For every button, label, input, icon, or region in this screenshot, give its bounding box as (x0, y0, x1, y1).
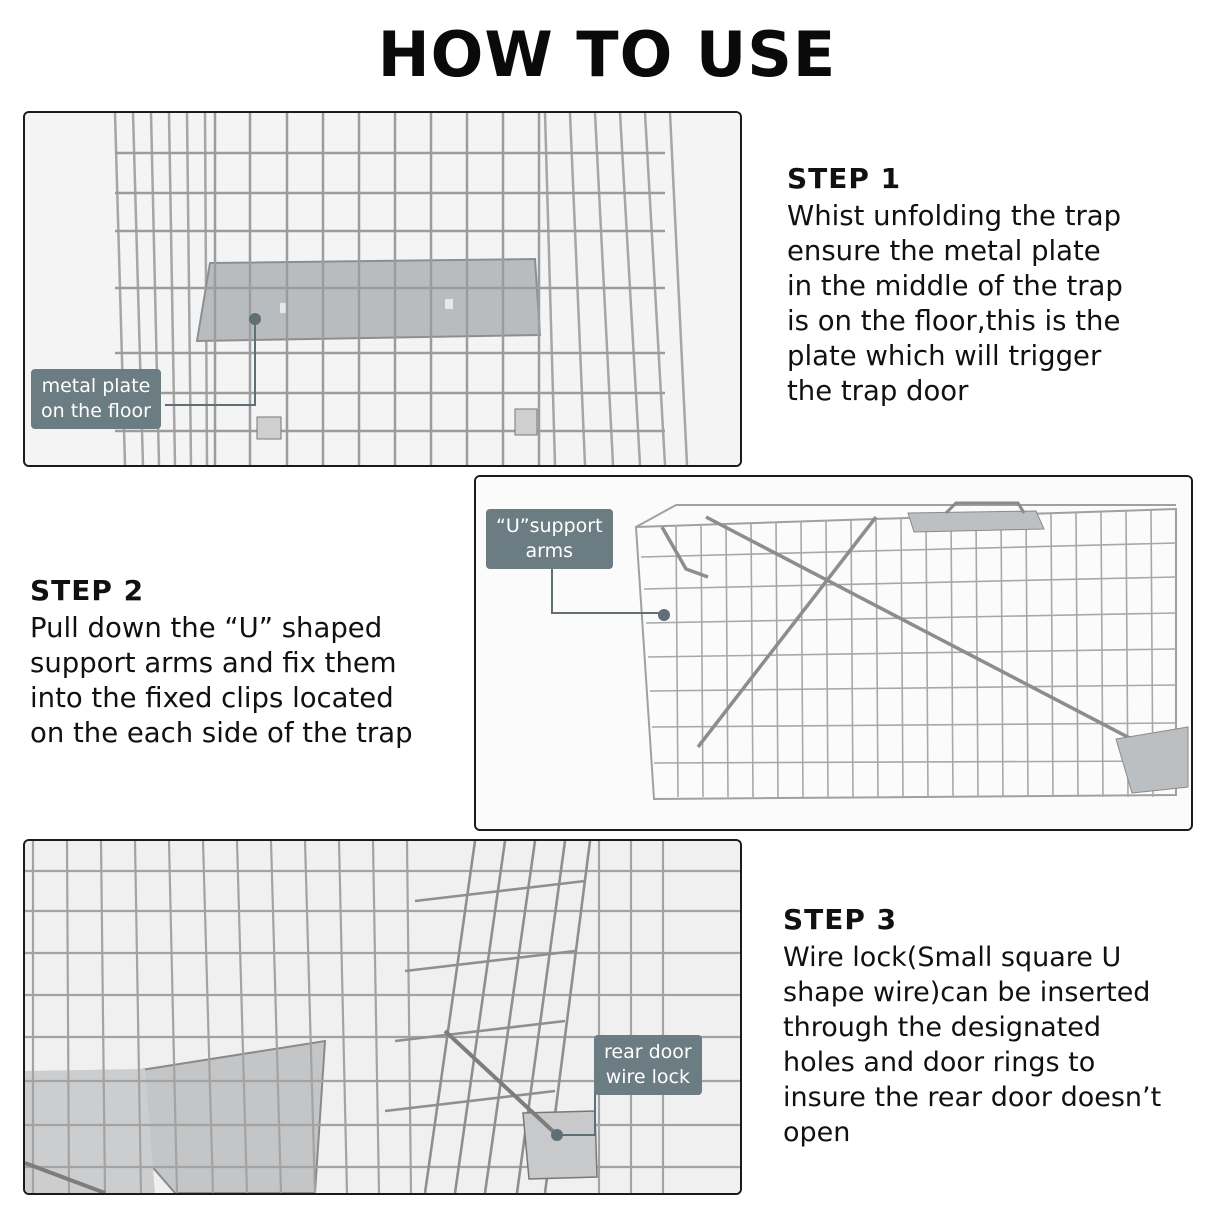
step-3-instructions (783, 903, 1161, 1150)
page-title: HOW TO USE (377, 18, 837, 91)
step-line: ensure the metal plate (787, 235, 1101, 267)
step-3-photo (23, 839, 742, 1195)
step-line: shape wire)can be inserted (783, 977, 1151, 1008)
step-line: insure the rear door doesn’t (783, 1082, 1162, 1113)
metal-plate-callout (31, 369, 161, 429)
support-arms-callout (486, 509, 613, 569)
step-line: support arms and fix them (30, 647, 397, 679)
step-line: Pull down the “U” shaped (30, 612, 383, 644)
step-line: holes and door rings to (783, 1047, 1096, 1078)
step-line: open (783, 1117, 851, 1148)
step-1-heading: STEP 1 (787, 162, 902, 195)
step-2-heading: STEP 2 (30, 574, 145, 607)
step-line: into the fixed clips located (30, 682, 394, 714)
step-line: through the designated (783, 1012, 1102, 1043)
callout-line: arms (525, 540, 574, 562)
step-line: Wire lock(Small square U (783, 942, 1122, 973)
trap-rear-door-illustration (25, 841, 740, 1193)
step-line: the trap door (787, 375, 969, 407)
step-line: Whist unfolding the trap (787, 200, 1122, 232)
callout-line: “U”support (496, 515, 603, 537)
callout-line: metal plate (41, 375, 151, 397)
step-1-photo (23, 111, 742, 467)
step-line: is on the floor,this is the (787, 305, 1121, 337)
wire-lock-callout (594, 1035, 702, 1095)
step-line: plate which will trigger (787, 340, 1102, 372)
callout-line: rear door (604, 1041, 692, 1063)
step-line: on the each side of the trap (30, 717, 413, 749)
step-1-instructions (787, 162, 1123, 409)
step-2-photo (474, 475, 1193, 831)
step-line: in the middle of the trap (787, 270, 1123, 302)
callout-line: wire lock (605, 1066, 690, 1088)
step-2-instructions (30, 574, 413, 751)
callout-line: on the floor (41, 400, 151, 422)
step-3-heading: STEP 3 (783, 903, 898, 936)
